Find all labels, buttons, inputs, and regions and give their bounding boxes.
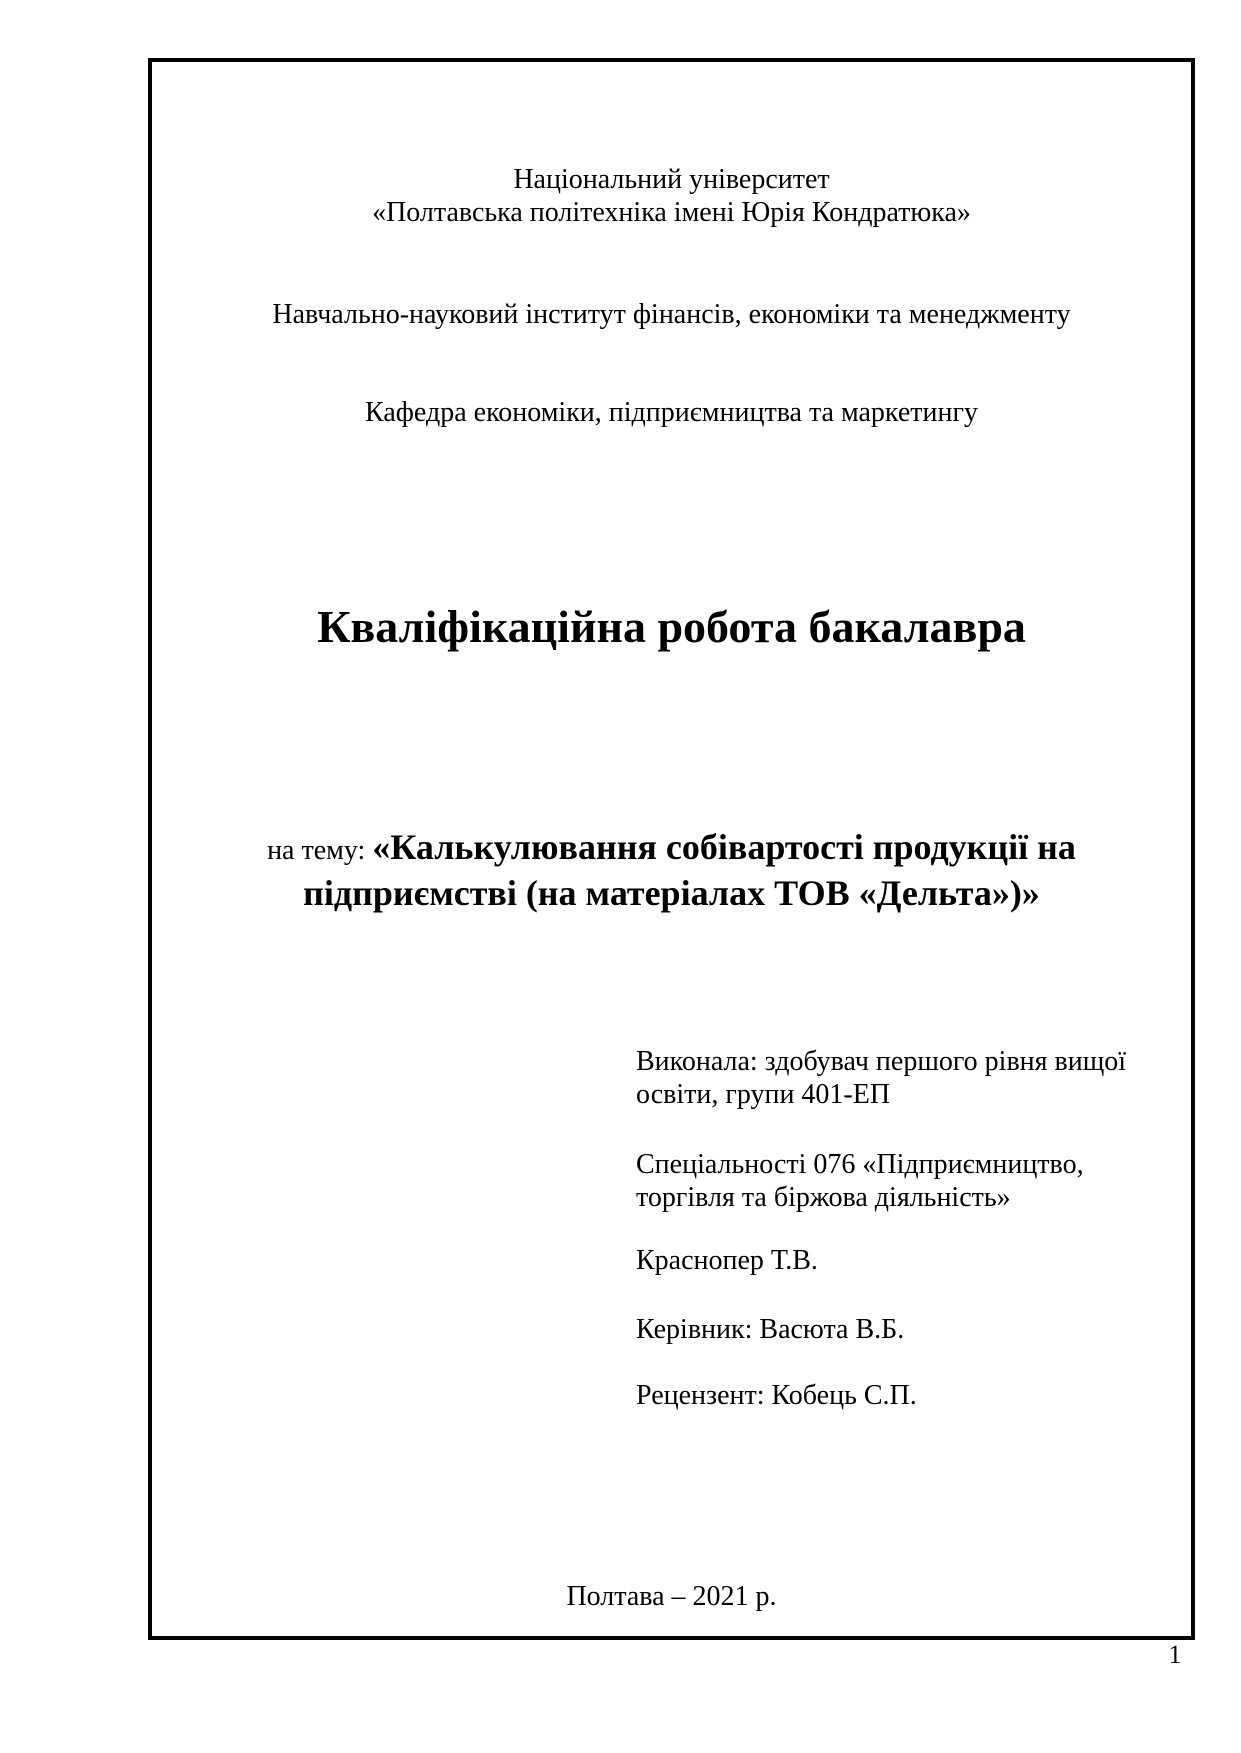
performer-line1: Виконала: здобувач першого рівня вищої (636, 1046, 1127, 1077)
specialty-line2: торгівля та біржова діяльність» (636, 1182, 1011, 1213)
department-name: Кафедра економіки, підприємництва та маркетингу (365, 397, 978, 428)
thesis-theme-block (152, 826, 1191, 915)
supervisor-name: Керівник: Васюта В.Б. (636, 1314, 905, 1345)
reviewer-name: Рецензент: Кобець С.П. (636, 1380, 917, 1411)
institute-name: Навчально-науковий інститут фінансів, економіки та менеджменту (272, 299, 1071, 330)
page-number: 1 (1168, 1640, 1182, 1669)
performer-line2: освіти, групи 401-ЕП (636, 1079, 891, 1110)
performer-paragraph (636, 1045, 1196, 1111)
thesis-theme-line2: підприємстві (на матеріалах ТОВ «Дельта»)» (303, 873, 1040, 913)
student-name: Краснопер Т.В. (636, 1245, 818, 1276)
thesis-theme-line1 (152, 826, 1191, 872)
specialty-paragraph (636, 1148, 1196, 1214)
city-year-line: Полтава – 2021 р. (566, 1581, 777, 1612)
thesis-title: Кваліфікаційна робота бакалавра (317, 601, 1026, 652)
specialty-line1: Спеціальності 076 «Підприємництво, (636, 1149, 1084, 1180)
theme-prefix-label: на тему: (267, 835, 373, 866)
theme-title-part1: «Калькулювання собівартості продукції на (372, 827, 1076, 867)
university-name-block (152, 163, 1191, 229)
university-name-line1: Національний університет (513, 164, 830, 195)
university-name-line2: «Полтавська політехніка імені Юрія Кондратюка» (372, 197, 971, 228)
